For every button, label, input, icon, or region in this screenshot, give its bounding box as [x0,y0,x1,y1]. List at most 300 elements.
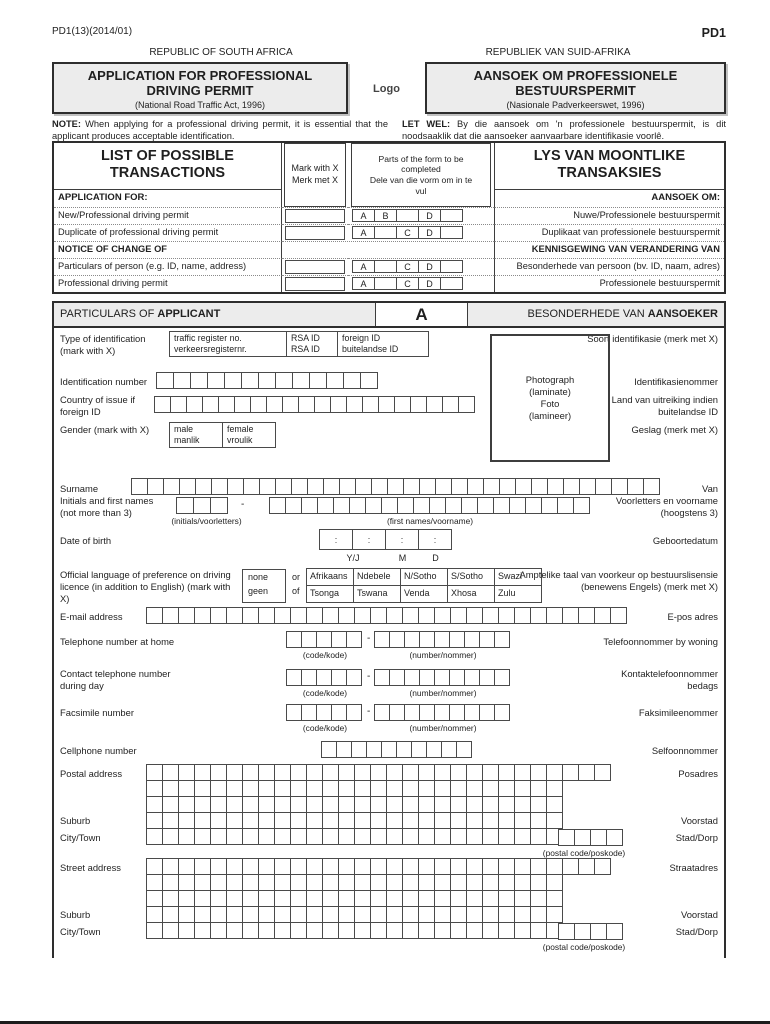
char-box[interactable] [301,669,317,686]
char-box[interactable] [146,906,163,923]
country-of-issue-input[interactable] [155,396,475,413]
char-box[interactable] [366,741,382,758]
char-box[interactable] [316,631,332,648]
char-box[interactable] [404,704,420,721]
char-box[interactable] [306,922,323,939]
char-box[interactable] [386,922,403,939]
char-box[interactable] [274,607,291,624]
char-box[interactable] [306,812,323,829]
char-box[interactable] [354,812,371,829]
char-box[interactable] [525,497,542,514]
telephone-day-code-input[interactable] [287,669,362,686]
char-box[interactable] [514,780,531,797]
char-box[interactable] [579,478,596,495]
char-box[interactable] [434,906,451,923]
char-box[interactable] [242,796,259,813]
char-box[interactable] [413,497,430,514]
char-box[interactable] [381,741,397,758]
char-box[interactable] [282,396,299,413]
char-box[interactable] [243,478,260,495]
char-box[interactable] [558,829,575,846]
char-box[interactable] [418,780,435,797]
char-box[interactable] [461,497,478,514]
char-box[interactable] [445,497,462,514]
char-box[interactable] [286,704,302,721]
char-box[interactable] [402,906,419,923]
char-box[interactable] [242,874,259,891]
char-box[interactable] [306,607,323,624]
char-box[interactable] [418,922,435,939]
char-box[interactable] [370,780,387,797]
char-box[interactable] [514,874,531,891]
char-box[interactable] [482,906,499,923]
option-traffic-register[interactable]: traffic register no. verkeersregisternr. [169,331,287,357]
char-box[interactable] [275,372,293,389]
char-box[interactable] [292,372,310,389]
telephone-home-number-input[interactable] [375,631,510,648]
char-box[interactable] [226,828,243,845]
char-box[interactable] [562,764,579,781]
char-box[interactable] [162,780,179,797]
char-box[interactable] [333,497,350,514]
char-box[interactable] [354,828,371,845]
char-box[interactable] [258,874,275,891]
char-box[interactable] [386,874,403,891]
char-box[interactable] [509,497,526,514]
char-box[interactable] [207,372,225,389]
char-box[interactable] [418,796,435,813]
char-box[interactable] [226,812,243,829]
char-box[interactable] [514,607,531,624]
char-box[interactable] [418,890,435,907]
char-box[interactable] [346,396,363,413]
char-box[interactable] [546,906,563,923]
char-box[interactable] [202,396,219,413]
char-box[interactable] [378,396,395,413]
char-box[interactable] [242,890,259,907]
char-box[interactable] [530,828,547,845]
char-box[interactable] [194,764,211,781]
char-box[interactable] [530,858,547,875]
char-box[interactable] [494,704,510,721]
char-box[interactable] [402,874,419,891]
char-box[interactable] [451,478,468,495]
char-box[interactable] [178,906,195,923]
char-box[interactable] [258,922,275,939]
char-box[interactable] [590,829,607,846]
char-box[interactable] [258,780,275,797]
char-box[interactable] [290,764,307,781]
char-box[interactable] [482,812,499,829]
char-box[interactable] [466,858,483,875]
char-box[interactable] [211,478,228,495]
char-box[interactable] [224,372,242,389]
char-box[interactable] [339,478,356,495]
char-box[interactable] [147,478,164,495]
char-box[interactable] [578,858,595,875]
char-box[interactable] [290,922,307,939]
mark-checkbox[interactable] [285,277,345,291]
char-box[interactable] [290,780,307,797]
street-city-row[interactable] [147,922,611,939]
char-box[interactable] [331,704,347,721]
mark-checkbox[interactable] [285,260,345,274]
char-box[interactable] [464,631,480,648]
postal-address-row[interactable] [147,780,611,797]
char-box[interactable] [176,497,194,514]
char-box[interactable] [274,906,291,923]
char-box[interactable] [482,780,499,797]
char-box[interactable] [464,669,480,686]
char-box[interactable] [402,828,419,845]
char-box[interactable] [419,631,435,648]
char-box[interactable] [360,372,378,389]
char-box[interactable] [374,704,390,721]
char-box[interactable] [594,607,611,624]
char-box[interactable] [434,890,451,907]
char-box[interactable] [162,874,179,891]
char-box[interactable] [466,607,483,624]
street-postal-code-input[interactable] [559,923,623,940]
char-box[interactable] [371,478,388,495]
telephone-day-number-input[interactable] [375,669,510,686]
char-box[interactable] [146,858,163,875]
char-box[interactable] [530,607,547,624]
char-box[interactable] [370,922,387,939]
char-box[interactable] [450,828,467,845]
char-box[interactable] [242,780,259,797]
char-box[interactable] [450,607,467,624]
char-box[interactable] [466,874,483,891]
char-box[interactable] [322,828,339,845]
char-box[interactable] [370,890,387,907]
char-box[interactable] [163,478,180,495]
street-address-row[interactable] [147,890,611,907]
char-box[interactable] [482,828,499,845]
char-box[interactable] [306,764,323,781]
char-box[interactable] [546,764,563,781]
char-box[interactable] [434,631,450,648]
char-box[interactable] [194,780,211,797]
char-box[interactable] [290,607,307,624]
char-box[interactable] [515,478,532,495]
char-box[interactable] [285,497,302,514]
char-box[interactable] [562,858,579,875]
char-box[interactable] [258,796,275,813]
char-box[interactable] [386,812,403,829]
char-box[interactable] [546,874,563,891]
char-box[interactable] [386,780,403,797]
char-box[interactable] [178,922,195,939]
char-box[interactable] [178,812,195,829]
char-box[interactable] [349,497,366,514]
char-box[interactable] [210,780,227,797]
char-box[interactable] [450,812,467,829]
char-box[interactable] [210,874,227,891]
char-box[interactable] [546,796,563,813]
char-box[interactable] [210,828,227,845]
char-box[interactable] [389,669,405,686]
email-input[interactable] [147,607,627,624]
char-box[interactable] [301,497,318,514]
char-box[interactable] [435,478,452,495]
char-box[interactable] [466,812,483,829]
char-box[interactable] [346,704,362,721]
char-box[interactable] [434,764,451,781]
char-box[interactable] [269,497,286,514]
char-box[interactable] [530,764,547,781]
char-box[interactable] [258,607,275,624]
char-box[interactable] [162,812,179,829]
char-box[interactable] [226,780,243,797]
char-box[interactable] [387,478,404,495]
char-box[interactable] [274,828,291,845]
char-box[interactable] [394,396,411,413]
char-box[interactable] [450,906,467,923]
street-address-row[interactable] [147,874,611,891]
char-box[interactable] [178,858,195,875]
char-box[interactable] [479,631,495,648]
char-box[interactable] [498,922,515,939]
char-box[interactable] [606,829,623,846]
char-box[interactable] [322,890,339,907]
char-box[interactable] [306,874,323,891]
facsimile-number-input[interactable] [375,704,510,721]
char-box[interactable] [242,764,259,781]
char-box[interactable] [146,812,163,829]
char-box[interactable] [546,890,563,907]
char-box[interactable] [178,780,195,797]
cellphone-input[interactable] [322,741,472,758]
char-box[interactable] [290,828,307,845]
street-address-row[interactable] [147,858,611,875]
char-box[interactable] [449,704,465,721]
facsimile-code-input[interactable] [287,704,362,721]
char-box[interactable] [418,874,435,891]
char-box[interactable] [338,828,355,845]
char-box[interactable] [178,890,195,907]
char-box[interactable] [498,780,515,797]
char-box[interactable] [242,922,259,939]
char-box[interactable] [274,764,291,781]
char-box[interactable] [351,741,367,758]
char-box[interactable] [186,396,203,413]
char-box[interactable] [434,812,451,829]
option-language[interactable]: Ndebele [353,568,401,586]
char-box[interactable] [146,780,163,797]
char-box[interactable] [354,780,371,797]
char-box[interactable] [374,631,390,648]
char-box[interactable] [466,780,483,797]
char-box[interactable] [482,922,499,939]
postal-code-input[interactable] [559,829,623,846]
char-box[interactable] [210,858,227,875]
char-box[interactable]: : [319,529,353,550]
char-box[interactable] [242,828,259,845]
char-box[interactable] [178,607,195,624]
option-language[interactable]: Tsonga [306,585,354,603]
char-box[interactable] [547,478,564,495]
char-box[interactable] [314,396,331,413]
char-box[interactable] [426,396,443,413]
char-box[interactable] [210,890,227,907]
char-box[interactable] [530,812,547,829]
char-box[interactable] [259,478,276,495]
char-box[interactable] [354,922,371,939]
char-box[interactable] [499,478,516,495]
char-box[interactable] [426,741,442,758]
char-box[interactable] [226,858,243,875]
char-box[interactable] [338,922,355,939]
char-box[interactable] [306,828,323,845]
char-box[interactable] [301,631,317,648]
char-box[interactable] [450,922,467,939]
char-box[interactable] [317,497,334,514]
char-box[interactable] [162,890,179,907]
char-box[interactable] [298,396,315,413]
char-box[interactable] [210,906,227,923]
char-box[interactable] [162,764,179,781]
char-box[interactable] [574,923,591,940]
char-box[interactable] [402,890,419,907]
char-box[interactable] [546,812,563,829]
char-box[interactable] [210,812,227,829]
char-box[interactable] [546,780,563,797]
char-box[interactable] [226,922,243,939]
char-box[interactable] [146,874,163,891]
first-names-input[interactable] [270,497,590,514]
id-number-input[interactable] [157,372,378,389]
char-box[interactable] [258,812,275,829]
char-box[interactable] [498,607,515,624]
char-box[interactable] [146,764,163,781]
char-box[interactable] [338,796,355,813]
option-language[interactable]: Afrikaans [306,568,354,586]
char-box[interactable] [306,780,323,797]
char-box[interactable] [606,923,623,940]
option-language-none[interactable]: none geen [242,569,286,603]
char-box[interactable] [218,396,235,413]
option-foreign-id[interactable]: foreign ID buitelandse ID [337,331,429,357]
char-box[interactable] [226,890,243,907]
char-box[interactable] [306,796,323,813]
char-box[interactable] [338,890,355,907]
char-box[interactable] [194,874,211,891]
char-box[interactable]: : [385,529,419,550]
option-language[interactable]: Xhosa [447,585,495,603]
option-language[interactable]: Tswana [353,585,401,603]
char-box[interactable] [541,497,558,514]
char-box[interactable] [381,497,398,514]
char-box[interactable] [396,741,412,758]
char-box[interactable] [210,497,228,514]
postal-city-row[interactable] [147,828,611,845]
char-box[interactable] [418,828,435,845]
char-box[interactable] [258,890,275,907]
char-box[interactable] [162,922,179,939]
char-box[interactable] [286,669,302,686]
char-box[interactable] [331,631,347,648]
char-box[interactable] [322,796,339,813]
char-box[interactable] [482,607,499,624]
char-box[interactable] [514,858,531,875]
char-box[interactable] [370,812,387,829]
option-language[interactable]: Venda [400,585,448,603]
char-box[interactable] [418,607,435,624]
char-box[interactable] [449,631,465,648]
char-box[interactable] [441,741,457,758]
char-box[interactable] [466,764,483,781]
char-box[interactable] [226,796,243,813]
char-box[interactable] [450,796,467,813]
char-box[interactable] [194,796,211,813]
option-male[interactable]: male manlik [169,422,223,448]
char-box[interactable] [274,812,291,829]
char-box[interactable] [514,890,531,907]
char-box[interactable] [274,890,291,907]
char-box[interactable] [643,478,660,495]
char-box[interactable] [173,372,191,389]
char-box[interactable] [301,704,317,721]
char-box[interactable] [386,858,403,875]
char-box[interactable] [514,812,531,829]
char-box[interactable] [365,497,382,514]
char-box[interactable] [370,874,387,891]
char-box[interactable] [226,906,243,923]
char-box[interactable] [402,858,419,875]
char-box[interactable] [178,874,195,891]
char-box[interactable] [210,607,227,624]
char-box[interactable] [306,890,323,907]
char-box[interactable] [162,796,179,813]
char-box[interactable] [338,858,355,875]
char-box[interactable] [403,478,420,495]
char-box[interactable] [321,741,337,758]
char-box[interactable] [370,858,387,875]
char-box[interactable] [404,631,420,648]
char-box[interactable] [258,828,275,845]
char-box[interactable] [562,607,579,624]
char-box[interactable] [466,922,483,939]
char-box[interactable] [210,922,227,939]
char-box[interactable] [386,764,403,781]
char-box[interactable] [442,396,459,413]
char-box[interactable] [434,796,451,813]
char-box[interactable] [434,780,451,797]
char-box[interactable] [194,607,211,624]
char-box[interactable] [146,922,163,939]
street-suburb-row[interactable] [147,906,611,923]
char-box[interactable] [466,906,483,923]
char-box[interactable] [178,764,195,781]
char-box[interactable] [482,874,499,891]
char-box[interactable] [290,812,307,829]
char-box[interactable] [275,478,292,495]
char-box[interactable] [194,812,211,829]
char-box[interactable] [316,704,332,721]
char-box[interactable] [354,607,371,624]
char-box[interactable] [498,812,515,829]
char-box[interactable] [419,669,435,686]
char-box[interactable] [514,828,531,845]
char-box[interactable] [627,478,644,495]
postal-suburb-row[interactable] [147,812,611,829]
char-box[interactable] [389,704,405,721]
char-box[interactable] [290,890,307,907]
char-box[interactable] [514,796,531,813]
char-box[interactable] [386,828,403,845]
char-box[interactable] [354,764,371,781]
